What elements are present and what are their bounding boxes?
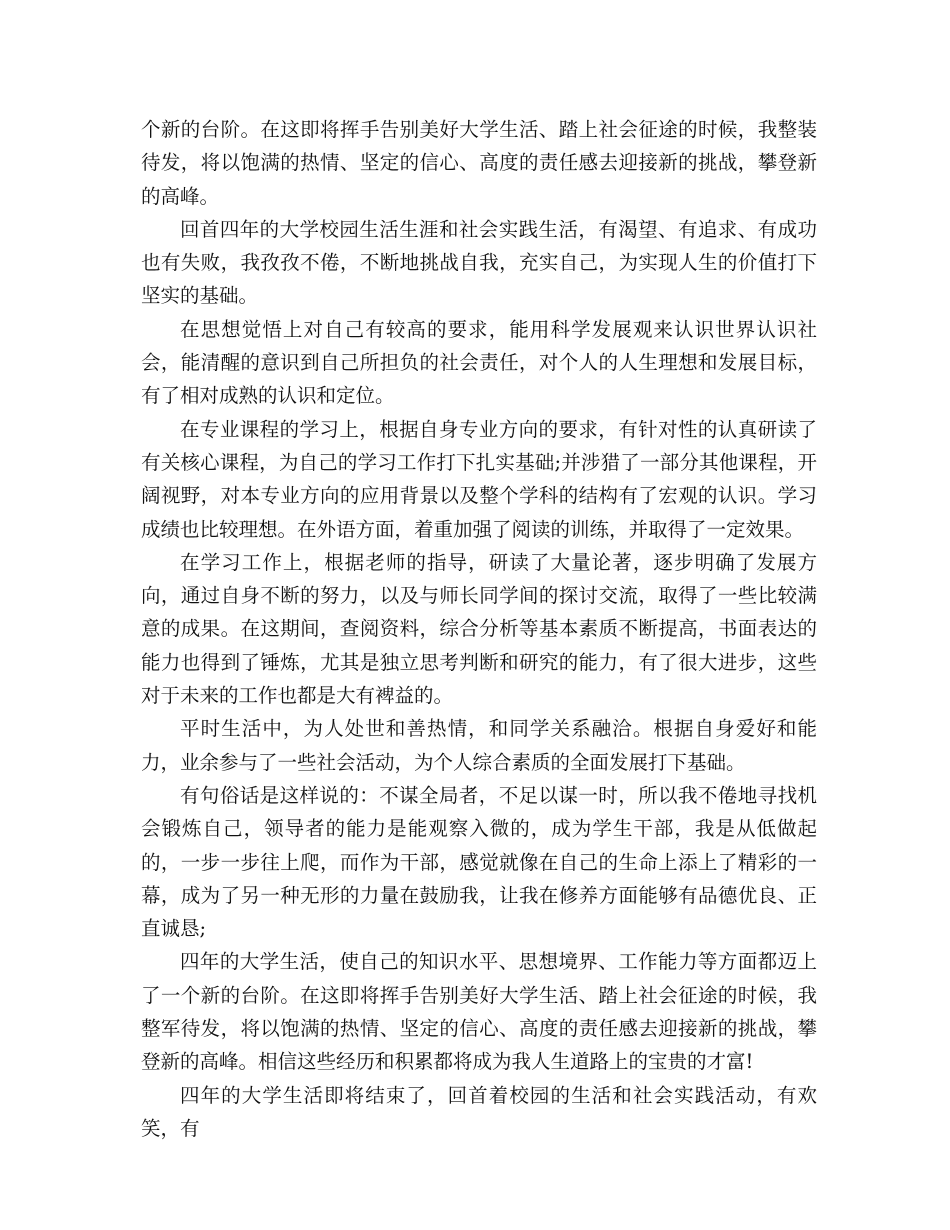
paragraph-7: 有句俗话是这样说的：不谋全局者，不足以谋一时，所以我不倦地寻找机会锻炼自己，领导者的能力是能观察入微的，成为学生干部，我是从低做起的，一步一步往上爬，而作为干部，感觉就像在自己的生命上添上了精彩的一幕，成为了另一种无形的力量在鼓励我，让我在修养方面能够有品德优良、正直诚恳;: [141, 783, 817, 941]
paragraph-2: 回首四年的大学校园生活生涯和社会实践生活，有渴望、有追求、有成功也有失败，我孜孜不倦，不断地挑战自我，充实自己，为实现人生的价值打下坚实的基础。: [141, 217, 817, 308]
paragraph-5: 在学习工作上，根据老师的指导，研读了大量论著，逐步明确了发展方向，通过自身不断的努力，以及与师长同学间的探讨交流，取得了一些比较满意的成果。在这期间，查阅资料，综合分析等基本素质不断提高，书面表达的能力也得到了锤炼，尤其是独立思考判断和研究的能力，有了很大进步，这些对于未来的工作也都是大有裨益的。: [141, 550, 817, 708]
paragraph-6: 平时生活中，为人处世和善热情，和同学关系融洽。根据自身爱好和能力，业余参与了一些社会活动，为个人综合素质的全面发展打下基础。: [141, 717, 817, 774]
paragraph-3: 在思想觉悟上对自己有较高的要求，能用科学发展观来认识世界认识社会，能清醒的意识到自己所担负的社会责任，对个人的人生理想和发展目标，有了相对成熟的认识和定位。: [141, 317, 817, 408]
paragraph-9: 四年的大学生活即将结束了，回首着校园的生活和社会实践活动，有欢笑，有: [141, 1083, 817, 1140]
paragraph-1: 个新的台阶。在这即将挥手告别美好大学生活、踏上社会征途的时候，我整装待发，将以饱满的热情、坚定的信心、高度的责任感去迎接新的挑战，攀登新的高峰。: [141, 118, 817, 208]
paragraph-4: 在专业课程的学习上，根据自身专业方向的要求，有针对性的认真研读了有关核心课程，为自己的学习工作打下扎实基础;并涉猎了一部分其他课程，开阔视野，对本专业方向的应用背景以及整个学科的结构有了宏观的认识。学习成绩也比较理想。在外语方面，着重加强了阅读的训练，并取得了一定效果。: [141, 417, 817, 541]
paragraph-8: 四年的大学生活，使自己的知识水平、思想境界、工作能力等方面都迈上了一个新的台阶。在这即将挥手告别美好大学生活、踏上社会征途的时候，我整军待发，将以饱满的热情、坚定的信心、高度的责任感去迎接新的挑战，攀登新的高峰。相信这些经历和积累都将成为我人生道路上的宝贵的才富!: [141, 950, 817, 1074]
document-body: [141, 113, 817, 1145]
